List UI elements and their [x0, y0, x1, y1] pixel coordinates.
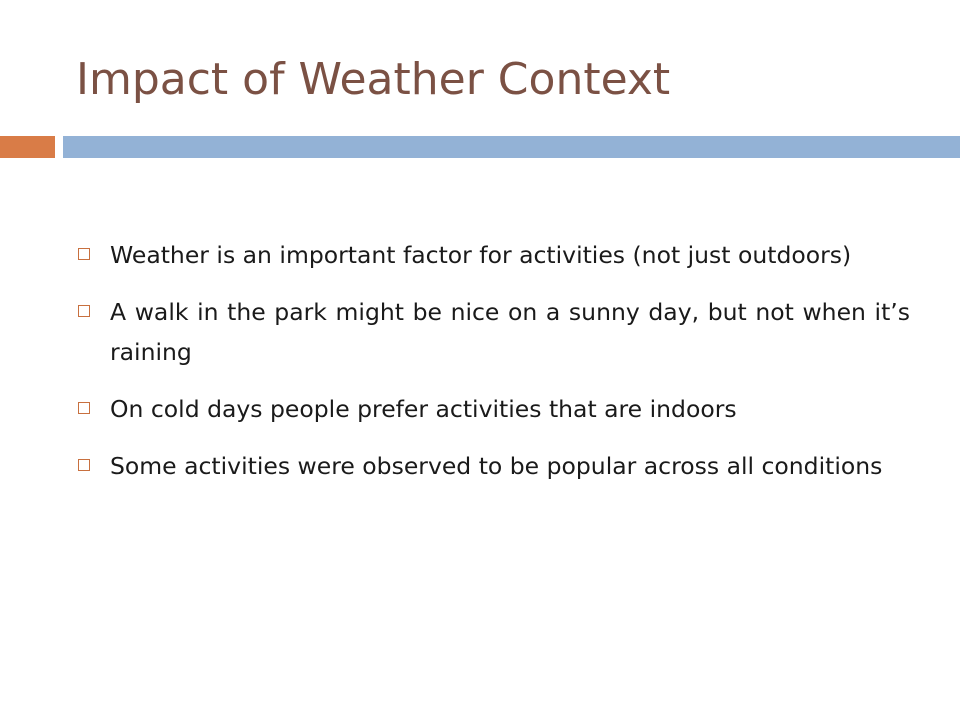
bullet-list: [76, 235, 910, 503]
bullet-item: [76, 292, 910, 372]
square-bullet-icon: [78, 305, 90, 317]
bullet-text: A walk in the park might be nice on a sunny day, but not when it’s raining: [110, 298, 910, 366]
bullet-item: [76, 235, 910, 275]
accent-bar-left: [0, 136, 55, 158]
bullet-item: [76, 389, 910, 429]
square-bullet-icon: [78, 459, 90, 471]
square-bullet-icon: [78, 402, 90, 414]
bullet-item: [76, 446, 910, 486]
bullet-text: Some activities were observed to be popular across all conditions: [110, 452, 883, 480]
accent-bar-right: [63, 136, 960, 158]
square-bullet-icon: [78, 248, 90, 260]
slide-title: Impact of Weather Context: [76, 54, 671, 105]
bullet-text: On cold days people prefer activities that are indoors: [110, 395, 737, 423]
bullet-text: Weather is an important factor for activities (not just outdoors): [110, 241, 852, 269]
